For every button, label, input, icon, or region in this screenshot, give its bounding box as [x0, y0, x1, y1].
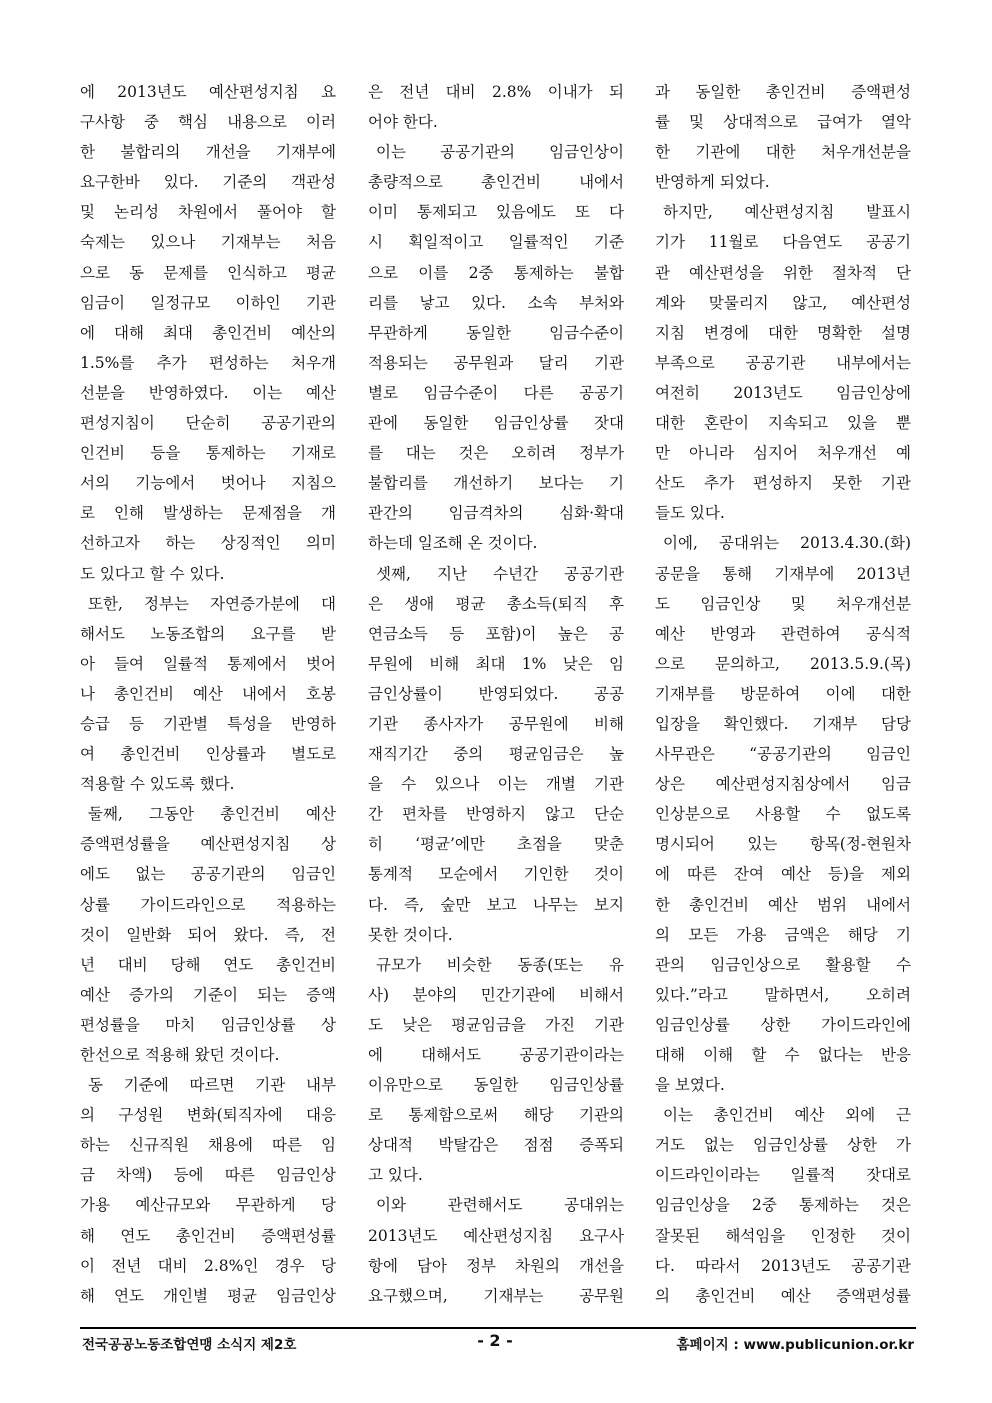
text-line: 에 대해 최대 총인건비 예산의: [80, 323, 336, 342]
text-line: 관의 임금인상으로 활용할 수: [655, 955, 911, 974]
footer-homepage: 홈페이지 : www.publicunion.or.kr: [676, 1337, 914, 1353]
text-line: 하는데 일조해 온 것이다.: [368, 534, 538, 553]
footer-divider: [80, 1327, 916, 1329]
text-line: 을 보였다.: [655, 1076, 725, 1095]
text-line: 숙제는 있으나 기재부는 처음: [80, 233, 336, 252]
text-line: 도 낮은 평균임금을 가진 기관: [368, 1015, 624, 1034]
text-line: 과 동일한 총인건비 증액편성: [655, 83, 911, 101]
text-line: 편성률을 마치 임금인상률 상: [80, 1015, 336, 1034]
text-line: 로 인해 발생하는 문제점을 개: [80, 504, 336, 523]
text-line: 한 기관에 대한 처우개선분을: [655, 143, 911, 162]
text-line: 이는 공공기관의 임금인상이: [376, 143, 624, 162]
text-line: 이 전년 대비 2.8%인 경우 당: [80, 1256, 336, 1275]
text-line: 에 대해서도 공공기관이라는: [368, 1046, 624, 1064]
text-line: 로 통제함으로써 해당 기관의: [368, 1106, 624, 1125]
text-line: 다. 즉, 숲만 보고 나무는 보지: [368, 895, 624, 914]
text-line: 거도 없는 임금인상률 상한 가: [655, 1136, 911, 1155]
text-line: 항에 담아 정부 차원의 개선을: [368, 1256, 624, 1275]
text-line: 를 대는 것은 오히려 정부가: [368, 444, 624, 463]
text-line: 반영하게 되었다.: [655, 173, 770, 192]
text-line: 산도 추가 편성하지 못한 기관: [655, 474, 911, 493]
text-line: 인건비 등을 통제하는 기재로: [80, 444, 336, 463]
text-line: 통계적 모순에서 기인한 것이: [368, 865, 624, 884]
text-line: 지침 변경에 대한 명확한 설명: [655, 323, 911, 342]
text-line: 에 2013년도 예산편성지침 요: [80, 83, 336, 101]
text-line: 한선으로 적용해 왔던 것이다.: [80, 1046, 280, 1064]
text-line: 대한 혼란이 지속되고 있을 뿐: [655, 414, 911, 433]
text-line: 으로 문의하고, 2013.5.9.(목): [655, 654, 911, 673]
text-line: 또한, 정부는 자연증가분에 대: [88, 594, 336, 613]
text-line: 것이 일반화 되어 왔다. 즉, 전: [80, 925, 336, 944]
footer-page-number: - 2 -: [477, 1331, 513, 1350]
text-line: 을 수 있으나 이는 개별 기관: [368, 775, 624, 794]
text-line: 이는 총인건비 예산 외에 근: [663, 1106, 911, 1125]
text-line: 명시되어 있는 항목(정-현원차: [655, 835, 911, 854]
text-line: 부족으로 공공기관 내부에서는: [655, 353, 911, 372]
text-line: 해 연도 총인건비 증액편성률: [80, 1226, 336, 1245]
text-line: 총량적으로 총인건비 내에서: [368, 173, 624, 192]
text-line: 아 들여 일률적 통제에서 벗어: [80, 654, 336, 673]
text-line: 동 기준에 따르면 기관 내부: [88, 1076, 336, 1095]
text-line: 입장을 확인했다. 기재부 담당: [655, 714, 911, 733]
text-line: 나 총인건비 예산 내에서 호봉: [80, 684, 336, 703]
text-line: 하지만, 예산편성지침 발표시: [663, 203, 911, 222]
text-line: 별로 임금수준이 다른 공공기: [368, 383, 624, 402]
text-line: 연금소득 등 포함)이 높은 공: [368, 624, 624, 643]
text-line: 도 임금인상 및 처우개선분: [655, 594, 911, 613]
text-line: 은 전년 대비 2.8% 이내가 되: [368, 83, 624, 101]
text-line: 규모가 비슷한 동종(또는 유: [376, 955, 624, 974]
text-line: 한 총인건비 예산 범위 내에서: [655, 895, 911, 914]
text-line: 년 대비 당해 연도 총인건비: [80, 955, 336, 974]
text-line: 못한 것이다.: [368, 925, 453, 944]
text-line: 서의 기능에서 벗어나 지침으: [80, 474, 336, 493]
text-line: 해 연도 개인별 평균 임금인상: [80, 1286, 336, 1305]
text-column-2: [368, 77, 624, 1311]
text-line: 한 불합리의 개선을 기재부에: [80, 143, 336, 162]
text-line: 으로 이를 2중 통제하는 불합: [368, 263, 624, 282]
text-line: 하는 신규직원 채용에 따른 임: [80, 1136, 336, 1155]
text-line: 기관 종사자가 공무원에 비해: [368, 714, 624, 733]
text-line: 시 획일적이고 일률적인 기준: [368, 233, 624, 252]
text-line: 적용되는 공무원과 달리 기관: [368, 353, 624, 372]
text-line: 은 생애 평균 총소득(퇴직 후: [368, 594, 624, 613]
text-line: 승급 등 기관별 특성을 반영하: [80, 714, 336, 733]
text-line: 의 총인건비 예산 증액편성률: [655, 1286, 911, 1305]
text-column-1: [80, 77, 336, 1311]
text-line: 가용 예산규모와 무관하게 당: [80, 1196, 336, 1215]
text-line: 상대적 박탈감은 점점 증폭되: [368, 1136, 624, 1155]
text-line: 이에, 공대위는 2013.4.30.(화): [663, 534, 911, 553]
text-line: 예산 반영과 관련하여 공식적: [655, 624, 911, 643]
text-line: 기재부를 방문하여 이에 대한: [655, 684, 911, 703]
text-line: 관에 동일한 임금인상률 잣대: [368, 414, 624, 433]
text-line: 대해 이해 할 수 없다는 반응: [655, 1046, 911, 1064]
text-line: 요구했으며, 기재부는 공무원: [368, 1286, 624, 1305]
text-line: 예산 증가의 기준이 되는 증액: [80, 985, 336, 1004]
text-line: 무관하게 동일한 임금수준이: [368, 323, 624, 342]
text-line: 상률 가이드라인으로 적용하는: [80, 895, 336, 914]
text-line: 재직기간 중의 평균임금은 높: [368, 745, 624, 764]
text-line: 둘째, 그동안 총인건비 예산: [88, 805, 336, 824]
text-line: 인상분으로 사용할 수 없도록: [655, 805, 911, 824]
text-line: 만 아니라 심지어 처우개선 예: [655, 444, 911, 463]
text-line: 에도 없는 공공기관의 임금인: [80, 865, 336, 884]
text-line: 무원에 비해 최대 1% 낮은 임: [368, 654, 624, 673]
text-line: 요구한바 있다. 기준의 객관성: [80, 173, 336, 192]
text-line: 구사항 중 핵심 내용으로 이러: [80, 113, 336, 132]
text-line: 1.5%를 추가 편성하는 처우개: [80, 353, 336, 372]
text-line: 불합리를 개선하기 보다는 기: [368, 474, 624, 493]
text-line: 이미 통제되고 있음에도 또 다: [368, 203, 624, 222]
text-line: 잘못된 해석임을 인정한 것이: [655, 1226, 911, 1245]
text-line: 히 ‘평균’에만 초점을 맞춘: [368, 835, 624, 854]
text-line: 으로 동 문제를 인식하고 평균: [80, 263, 336, 282]
text-line: 상은 예산편성지침상에서 임금: [655, 775, 911, 794]
text-line: 도 있다고 할 수 있다.: [80, 564, 225, 583]
text-line: 의 구성원 변화(퇴직자에 대응: [80, 1106, 336, 1125]
text-line: 금인상률이 반영되었다. 공공: [368, 684, 624, 703]
text-line: 임금인상률 상한 가이드라인에: [655, 1015, 911, 1034]
text-line: 관간의 임금격차의 심화·확대: [368, 504, 624, 523]
text-line: 의 모든 가용 금액은 해당 기: [655, 925, 911, 944]
text-line: 및 논리성 차원에서 풀어야 할: [80, 203, 336, 222]
text-column-3: [655, 77, 911, 1311]
text-line: 증액편성률을 예산편성지침 상: [80, 835, 336, 854]
text-line: 에 따른 잔여 예산 등)을 제외: [655, 865, 911, 884]
text-line: 셋째, 지난 수년간 공공기관: [376, 564, 624, 583]
text-line: 임금인상을 2중 통제하는 것은: [655, 1196, 911, 1215]
footer-publication-title: 전국공공노동조합연맹 소식지 제2호: [82, 1337, 297, 1353]
text-line: 관 예산편성을 위한 절차적 단: [655, 263, 911, 282]
text-line: 간 편차를 반영하지 않고 단순: [368, 805, 624, 824]
text-line: 이와 관련해서도 공대위는: [376, 1196, 624, 1215]
text-line: 금 차액) 등에 따른 임금인상: [80, 1166, 336, 1185]
text-line: 이유만으로 동일한 임금인상률: [368, 1076, 624, 1095]
text-line: 률 및 상대적으로 급여가 열악: [655, 113, 911, 132]
text-line: 사무관은 “공공기관의 임금인: [655, 745, 911, 764]
text-line: 고 있다.: [368, 1166, 423, 1185]
text-line: 편성지침이 단순히 공공기관의: [80, 414, 336, 433]
text-line: 기가 11월로 다음연도 공공기: [655, 233, 911, 252]
text-line: 2013년도 예산편성지침 요구사: [368, 1226, 624, 1245]
text-line: 임금이 일정규모 이하인 기관: [80, 293, 336, 312]
text-line: 공문을 통해 기재부에 2013년: [655, 564, 911, 583]
text-line: 해서도 노동조합의 요구를 받: [80, 624, 336, 643]
text-line: 계와 맞물리지 않고, 예산편성: [655, 293, 911, 312]
text-line: 리를 낳고 있다. 소속 부처와: [368, 293, 624, 312]
text-line: 적용할 수 있도록 했다.: [80, 775, 235, 794]
text-line: 선분을 반영하였다. 이는 예산: [80, 383, 336, 402]
text-line: 선하고자 하는 상징적인 의미: [80, 534, 336, 553]
text-line: 여 총인건비 인상률과 별도로: [80, 745, 336, 764]
text-line: 들도 있다.: [655, 504, 725, 523]
text-line: 어야 한다.: [368, 113, 438, 132]
text-line: 이드라인이라는 일률적 잣대로: [655, 1166, 911, 1185]
text-line: 여전히 2013년도 임금인상에: [655, 383, 911, 402]
text-line: 있다.”라고 말하면서, 오히려: [655, 985, 911, 1004]
text-line: 사) 분야의 민간기관에 비해서: [368, 985, 624, 1004]
text-line: 다. 따라서 2013년도 공공기관: [655, 1256, 911, 1275]
